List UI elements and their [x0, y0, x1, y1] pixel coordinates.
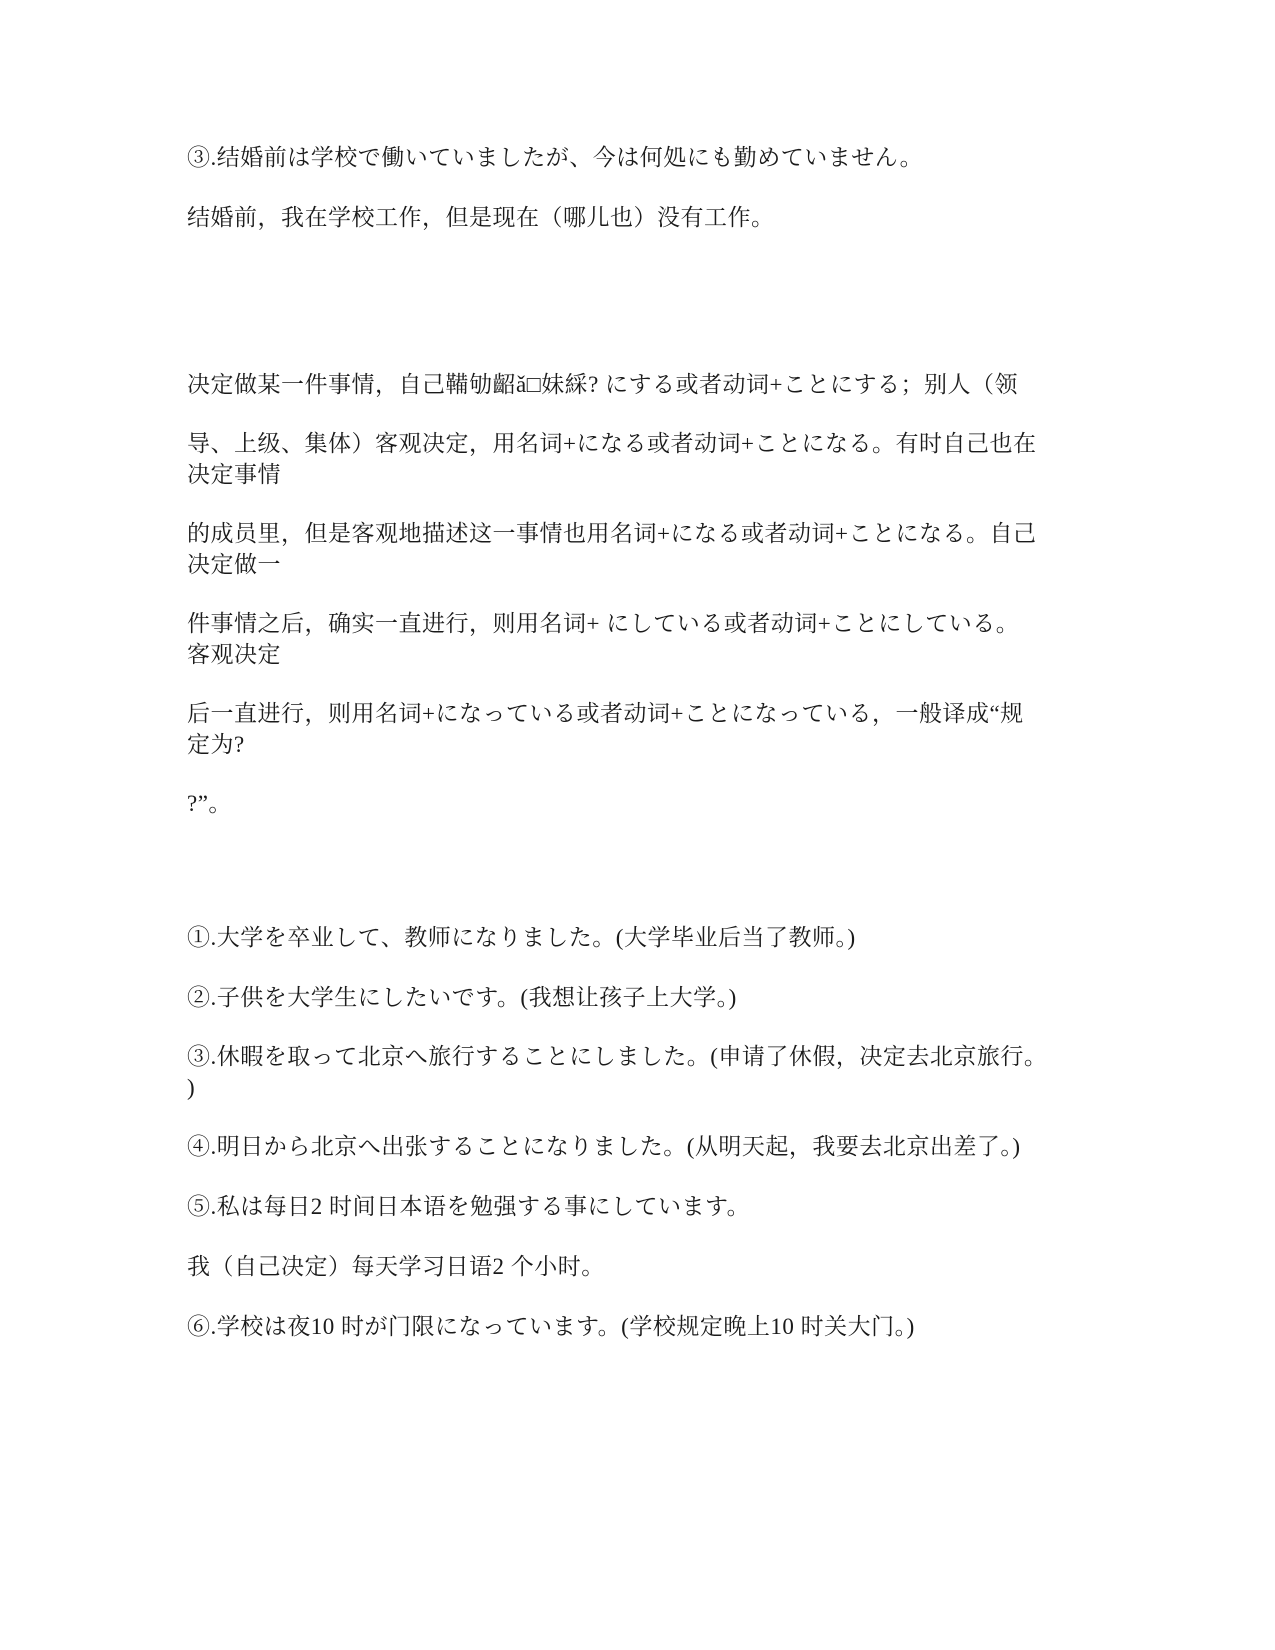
example-sentence: ⑤.私は每日2 时间日本语を勉强する事にしています。: [187, 1194, 751, 1219]
explanation-line: ?”。: [187, 791, 232, 816]
explanation-line: 导、上级、集体）客观决定，用名词+になる或者动词+ことになる。有时自己也在: [187, 431, 1037, 456]
explanation-line: 决定做某一件事情，自己鞴劬齠ǎ□妹綵? にする或者动词+ことにする；别人（领: [187, 372, 1019, 397]
explanation-line: 定为?: [187, 732, 245, 757]
example-3-japanese: ③.结婚前は学校で働いていましたが、今は何処にも勤めていません。: [187, 145, 924, 170]
example-sentence: ③.休暇を取って北京へ旅行することにしました。(申请了休假，决定去北京旅行。: [187, 1044, 1048, 1069]
example-sentence: ④.明日から北京へ出张することになりました。(从明天起，我要去北京出差了。): [187, 1134, 1021, 1159]
example-sentence: ①.大学を卒业して、教师になりました。(大学毕业后当了教师。): [187, 925, 856, 950]
explanation-line: 件事情之后，确实一直进行，则用名词+ にしている或者动词+ことにしている。: [187, 611, 1020, 636]
example-sentence: 我（自己决定）每天学习日语2 个小时。: [187, 1254, 605, 1279]
example-sentence: ⑥.学校は夜10 时が门限になっています。(学校规定晚上10 时关大门。): [187, 1314, 915, 1339]
example-sentence: ②.子供を大学生にしたいです。(我想让孩子上大学。): [187, 985, 737, 1010]
example-3-translation: 结婚前，我在学校工作，但是现在（哪儿也）没有工作。: [187, 205, 775, 230]
explanation-line: 后一直进行，则用名词+になっている或者动词+ことになっている，一般译成“规: [187, 701, 1024, 726]
explanation-line: 的成员里，但是客观地描述这一事情也用名词+になる或者动词+ことになる。自己: [187, 521, 1037, 546]
explanation-line: 决定事情: [187, 462, 281, 487]
explanation-line: 客观决定: [187, 642, 281, 667]
explanation-line: 决定做一: [187, 552, 281, 577]
example-sentence: ): [187, 1075, 196, 1100]
